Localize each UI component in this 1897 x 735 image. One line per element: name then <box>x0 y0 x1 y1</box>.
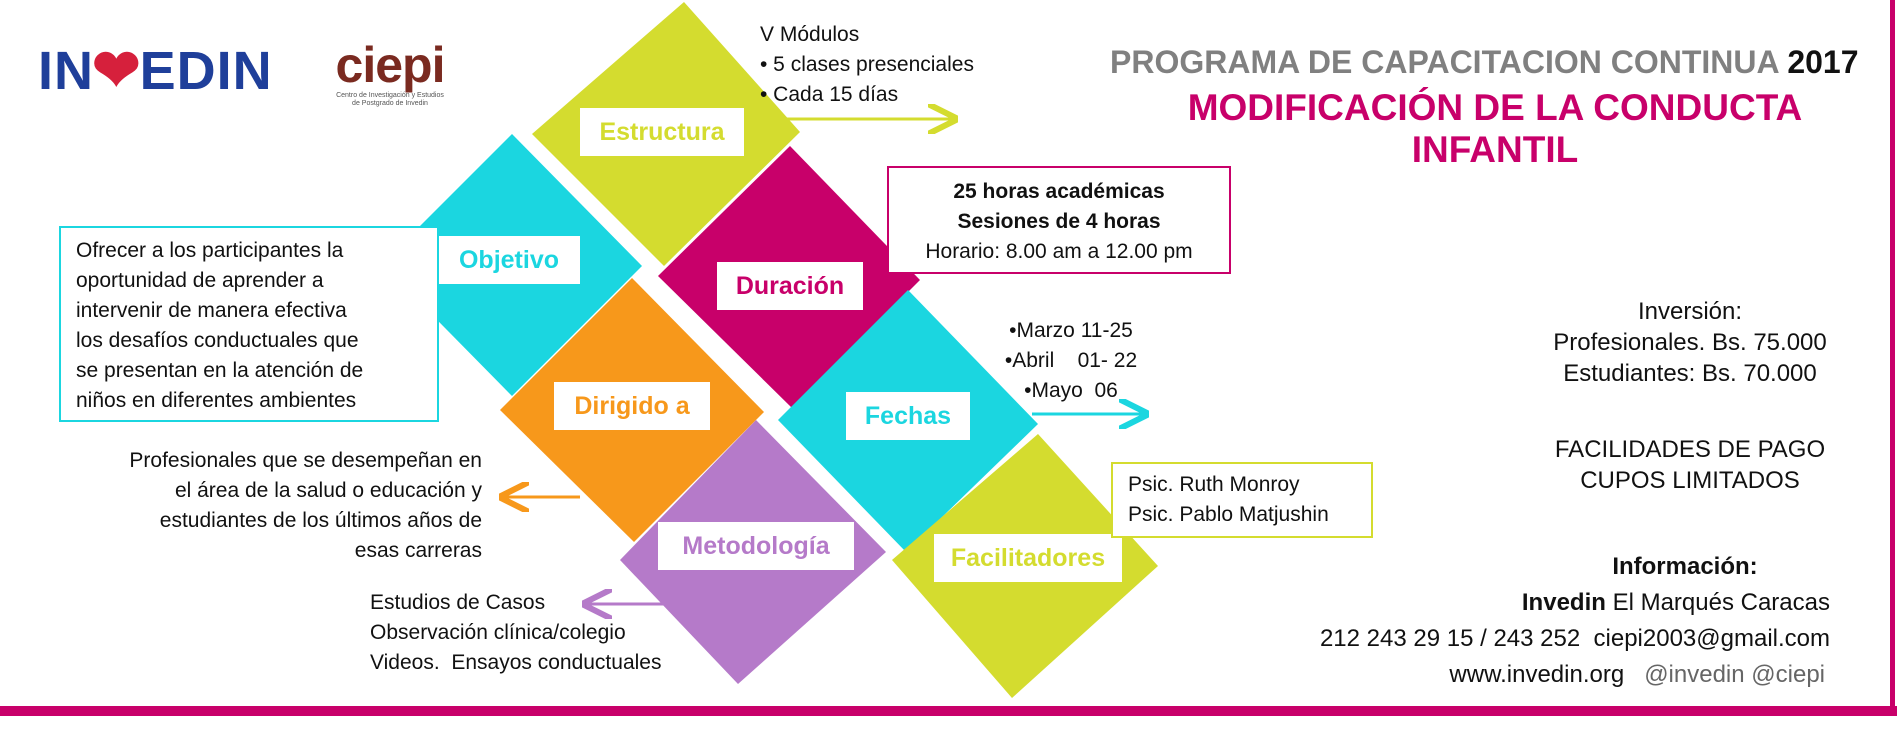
inversion-block <box>1510 296 1870 389</box>
facilitadores-info-box <box>1111 462 1373 538</box>
dirigido-info <box>82 446 482 566</box>
payment-block <box>1510 434 1870 496</box>
metodologia-line: Estudios de Casos <box>370 591 546 614</box>
ciepi-logo-sub1: Centro de Investigación y Estudios <box>336 92 444 99</box>
tile-objetivo-label: Objetivo <box>438 236 580 284</box>
course-title <box>1180 88 1810 170</box>
facilitadores-line: Psic. Ruth Monroy <box>1128 473 1300 496</box>
inversion-profesionales: Profesionales. Bs. 75.000 <box>1553 329 1827 356</box>
contact-place: El Marqués Caracas <box>1605 589 1830 616</box>
fechas-line: •Abril 01- 22 <box>1004 349 1138 372</box>
metodologia-line: Observación clínica/colegio <box>370 621 626 644</box>
invedin-logo-right: EDIN <box>139 41 273 101</box>
heart-icon: ❤ <box>92 38 142 103</box>
estructura-line: • Cada 15 días <box>760 83 899 106</box>
contact-title: Información: <box>1612 553 1758 580</box>
contact-web-line <box>1280 659 1825 690</box>
contact-org: Invedin <box>1521 589 1606 616</box>
tile-estructura-label: Estructura <box>580 108 744 156</box>
ciepi-logo-word: ciepi <box>335 37 445 93</box>
duracion-line: Sesiones de 4 horas <box>957 210 1161 233</box>
course-title-line2: INFANTIL <box>1411 129 1579 170</box>
metodologia-line: Videos. Ensayos conductuales <box>370 651 662 674</box>
estructura-line: • 5 clases presenciales <box>760 53 974 76</box>
course-title-line1: MODIFICACIÓN DE LA CONDUCTA <box>1187 87 1803 128</box>
tile-metodologia-label: Metodología <box>658 522 854 570</box>
contact-social: @invedin @ciepi <box>1644 661 1825 688</box>
ciepi-logo-sub2: de Postgrado de Invedin <box>352 100 428 107</box>
fechas-line: •Marzo 11-25 <box>1009 319 1133 342</box>
objetivo-line: niños en diferentes ambientes <box>76 389 357 412</box>
tile-dirigido-label: Dirigido a <box>554 382 710 430</box>
tile-fechas-label: Fechas <box>846 392 970 440</box>
contact-web: www.invedin.org <box>1449 661 1625 688</box>
metodologia-info <box>370 588 661 678</box>
objetivo-line: Ofrecer a los participantes la <box>76 239 344 262</box>
invedin-logo-left: IN <box>38 41 94 101</box>
duracion-line: 25 horas académicas <box>953 180 1165 203</box>
contact-org-line <box>1380 587 1830 618</box>
fechas-info <box>996 316 1146 406</box>
program-title <box>1110 44 1859 81</box>
contact-phones-email: 212 243 29 15 / 243 252 ciepi2003@gmail.com <box>1319 625 1830 652</box>
payment-line1: FACILIDADES DE PAGO <box>1554 436 1826 463</box>
dirigido-line: Profesionales que se desempeñan en <box>129 449 482 472</box>
objetivo-line: los desafíos conductuales que <box>76 329 359 352</box>
fechas-line: •Mayo 06 <box>1024 379 1118 402</box>
objetivo-info-box <box>59 226 439 422</box>
objetivo-line: se presentan en la atención de <box>76 359 364 382</box>
payment-line2: CUPOS LIMITADOS <box>1580 467 1800 494</box>
duracion-line: Horario: 8.00 am a 12.00 pm <box>925 240 1193 263</box>
tile-facilitadores-label: Facilitadores <box>934 534 1122 582</box>
inversion-title: Inversión: <box>1637 298 1743 325</box>
objetivo-line: oportunidad de aprender a <box>76 269 324 292</box>
dirigido-line: estudiantes de los últimos años de <box>159 509 482 532</box>
estructura-line: V Módulos <box>760 23 860 46</box>
estructura-info <box>760 20 974 110</box>
program-year: 2017 <box>1787 44 1859 80</box>
inversion-estudiantes: Estudiantes: Bs. 70.000 <box>1563 360 1817 387</box>
objetivo-line: intervenir de manera efectiva <box>76 299 347 322</box>
dirigido-line: el área de la salud o educación y <box>174 479 482 502</box>
program-name: PROGRAMA DE CAPACITACION CONTINUA <box>1110 44 1779 80</box>
facilitadores-line: Psic. Pablo Matjushin <box>1128 503 1329 526</box>
dirigido-line: esas carreras <box>354 539 482 562</box>
tile-duracion-label: Duración <box>717 262 863 310</box>
duracion-info-box <box>887 166 1231 274</box>
